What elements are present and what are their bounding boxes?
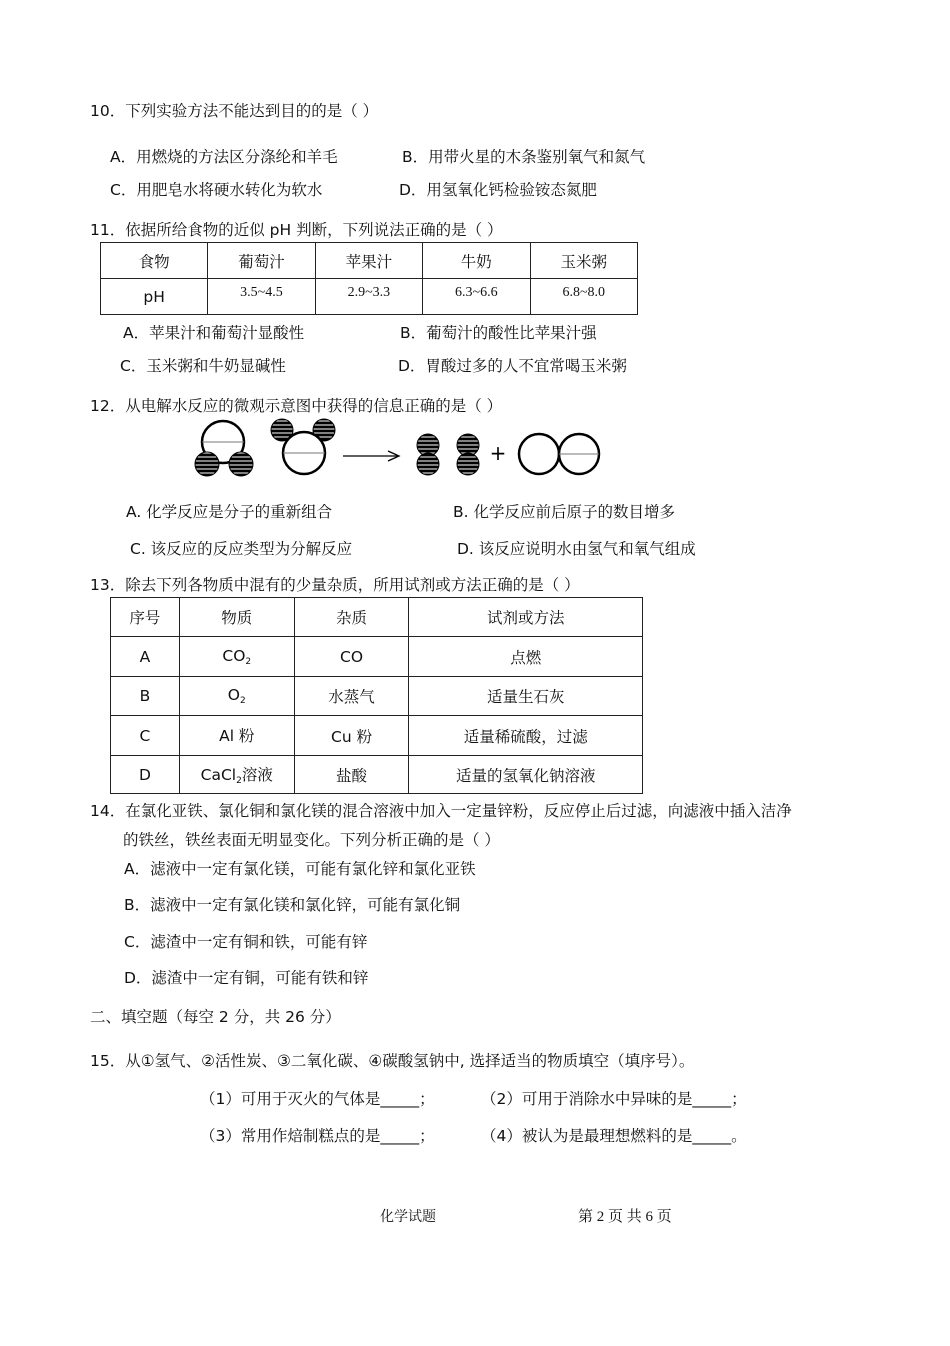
q13-header-method: 试剂或方法 xyxy=(409,598,643,637)
row-substance: Al 粉 xyxy=(179,716,294,756)
plus-sign: + xyxy=(489,441,507,465)
q14-option-c: C．滤渣中一定有铜和铁，可能有锌 xyxy=(124,933,368,951)
q10-stem: 10．下列实验方法不能达到目的的是（ ） xyxy=(90,102,379,120)
footer-subject: 化学试题 xyxy=(380,1209,436,1225)
q11-ph-apple: 2.9~3.3 xyxy=(315,279,422,315)
table-row xyxy=(111,756,643,794)
water-molecule-1 xyxy=(195,421,253,476)
row-method: 点燃 xyxy=(409,637,643,677)
q11-option-c: C．玉米粥和牛奶显碱性 xyxy=(120,357,286,375)
q11-header-porridge: 玉米粥 xyxy=(530,243,637,279)
q13-table xyxy=(110,597,643,794)
q11-header-grape: 葡萄汁 xyxy=(208,243,315,279)
q11-ph-grape: 3.5~4.5 xyxy=(208,279,315,315)
q15-stem: 15．从①氢气、②活性炭、③二氧化碳、④碳酸氢钠中, 选择适当的物质填空（填序号）。 xyxy=(90,1052,695,1070)
q14-stem-line2: 的铁丝，铁丝表面无明显变化。下列分析正确的是（ ） xyxy=(123,831,500,849)
q11-header-food: 食物 xyxy=(101,243,208,279)
q12-option-b: B. 化学反应前后原子的数目增多 xyxy=(453,503,675,521)
row-substance: $O_2$ xyxy=(179,677,294,716)
q15-blank-4: （4）被认为是最理想燃料的是_____。 xyxy=(481,1127,747,1145)
q15-blank-3: （3）常用作焙制糕点的是_____； xyxy=(200,1127,435,1145)
section-2-heading: 二、填空题（每空 2 分，共 26 分） xyxy=(90,1008,341,1026)
table-row xyxy=(111,716,643,756)
row-method: 适量生石灰 xyxy=(409,677,643,716)
electrolysis-diagram xyxy=(180,418,610,483)
q10-option-d: D．用氢氧化钙检验铵态氮肥 xyxy=(399,181,597,199)
q14-option-a: A．滤液中一定有氯化镁，可能有氯化锌和氯化亚铁 xyxy=(124,860,476,878)
reaction-arrow-icon xyxy=(343,451,399,461)
row-impurity: 水蒸气 xyxy=(294,677,409,716)
hydrogen-molecule-2 xyxy=(457,434,479,475)
q11-ph-porridge: 6.8~8.0 xyxy=(530,279,637,315)
q11-option-d: D．胃酸过多的人不宜常喝玉米粥 xyxy=(398,357,627,375)
water-molecule-2 xyxy=(271,419,335,474)
row-id: B xyxy=(111,677,180,716)
q13-stem: 13．除去下列各物质中混有的少量杂质，所用试剂或方法正确的是（ ） xyxy=(90,576,580,594)
footer-page-number: 第 2 页 共 6 页 xyxy=(578,1209,672,1225)
q11-header-milk: 牛奶 xyxy=(423,243,530,279)
row-method: 适量的氢氧化钠溶液 xyxy=(409,756,643,794)
q14-option-b: B．滤液中一定有氯化镁和氯化锌，可能有氯化铜 xyxy=(124,896,461,914)
q10-option-b: B．用带火星的木条鉴别氧气和氮气 xyxy=(402,148,646,166)
row-id: A xyxy=(111,637,180,677)
row-id: C xyxy=(111,716,180,756)
q11-stem: 11．依据所给食物的近似 pH 判断，下列说法正确的是（ ） xyxy=(90,221,503,239)
q14-stem-line1: 14．在氯化亚铁、氯化铜和氯化镁的混合溶液中加入一定量锌粉，反应停止后过滤，向滤液中插入洁净 xyxy=(90,802,792,820)
row-impurity: CO xyxy=(294,637,409,677)
q10-option-a: A．用燃烧的方法区分涤纶和羊毛 xyxy=(110,148,338,166)
row-id: D xyxy=(111,756,180,794)
q12-option-d: D. 该反应说明水由氢气和氧气组成 xyxy=(457,540,696,558)
row-impurity: Cu 粉 xyxy=(294,716,409,756)
q13-header-substance: 物质 xyxy=(179,598,294,637)
q12-option-a: A. 化学反应是分子的重新组合 xyxy=(126,503,333,521)
q11-row-label: pH xyxy=(101,279,208,315)
q10-option-c: C．用肥皂水将硬水转化为软水 xyxy=(110,181,323,199)
row-substance: CaCl$_2$溶液 xyxy=(179,756,294,794)
q14-option-d: D．滤渣中一定有铜，可能有铁和锌 xyxy=(124,969,369,987)
table-row xyxy=(111,637,643,677)
q12-option-c: C. 该反应的反应类型为分解反应 xyxy=(130,540,353,558)
q11-option-a: A．苹果汁和葡萄汁显酸性 xyxy=(123,324,305,342)
table-row xyxy=(111,677,643,716)
q13-header-impurity: 杂质 xyxy=(294,598,409,637)
q13-header-id: 序号 xyxy=(111,598,180,637)
row-method: 适量稀硫酸，过滤 xyxy=(409,716,643,756)
q12-stem: 12．从电解水反应的微观示意图中获得的信息正确的是（ ） xyxy=(90,397,503,415)
row-substance: $CO_2$ xyxy=(179,637,294,677)
row-impurity: 盐酸 xyxy=(294,756,409,794)
q15-blank-2: （2）可用于消除水中异味的是_____； xyxy=(481,1090,747,1108)
q11-header-apple: 苹果汁 xyxy=(315,243,422,279)
q11-option-b: B．葡萄汁的酸性比苹果汁强 xyxy=(400,324,597,342)
q11-ph-milk: 6.3~6.6 xyxy=(423,279,530,315)
q11-ph-table xyxy=(100,242,638,315)
q15-blank-1: （1）可用于灭火的气体是_____； xyxy=(200,1090,435,1108)
oxygen-molecule xyxy=(519,434,599,474)
hydrogen-molecule-1 xyxy=(417,434,439,475)
